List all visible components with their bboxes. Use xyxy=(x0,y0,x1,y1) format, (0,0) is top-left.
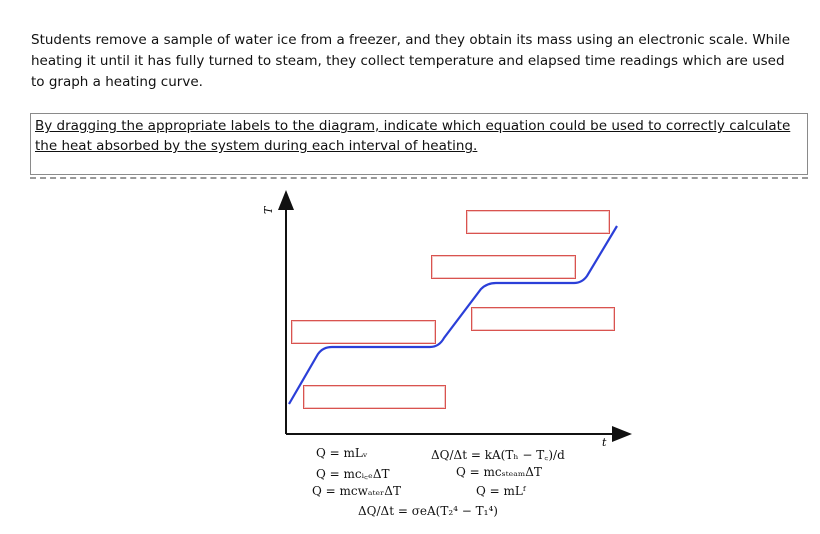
heating-curve-diagram xyxy=(256,186,636,528)
label-q-ml-f[interactable]: Q = mLᶠ xyxy=(476,484,526,498)
instruction-box xyxy=(30,113,808,175)
drop-target-heating-ice[interactable] xyxy=(303,385,446,409)
drop-target-heating-water[interactable] xyxy=(431,255,576,279)
label-q-mc-ice[interactable]: Q = mcᵢ꜀ₑΔT xyxy=(316,467,390,481)
drop-target-boiling[interactable] xyxy=(471,307,615,331)
divider xyxy=(30,177,808,179)
problem-intro-text: Students remove a sample of water ice from a freezer, and they obtain its mass using an electronic scale. While heating it until it has fully turned to steam, they collect temperature and elapsed time readings which are used to graph a heating curve. xyxy=(31,32,791,90)
label-q-mc-steam[interactable]: Q = mcₛₜₑₐₘΔT xyxy=(456,465,542,479)
label-heat-flow-conduction[interactable]: ΔQ/Δt = kA(Tₕ − T꜀)/d xyxy=(431,448,565,462)
x-axis-label: t xyxy=(602,436,607,449)
drop-target-heating-steam[interactable] xyxy=(466,210,610,234)
heating-curve-graph xyxy=(256,186,636,528)
label-heat-flow-radiation[interactable]: ΔQ/Δt = σeA(T₂⁴ − T₁⁴) xyxy=(358,504,498,518)
label-q-ml-v[interactable]: Q = mLᵥ xyxy=(316,446,368,460)
drop-target-melting[interactable] xyxy=(291,320,436,344)
instruction-text: By dragging the appropriate labels to the diagram, indicate which equation could be used to correctly calculate the heat absorbed by the system during each interval of heating. xyxy=(35,118,791,154)
y-axis-label: T xyxy=(262,206,275,214)
label-q-mc-water[interactable]: Q = mcᴡₐₜₑᵣΔT xyxy=(312,484,401,498)
